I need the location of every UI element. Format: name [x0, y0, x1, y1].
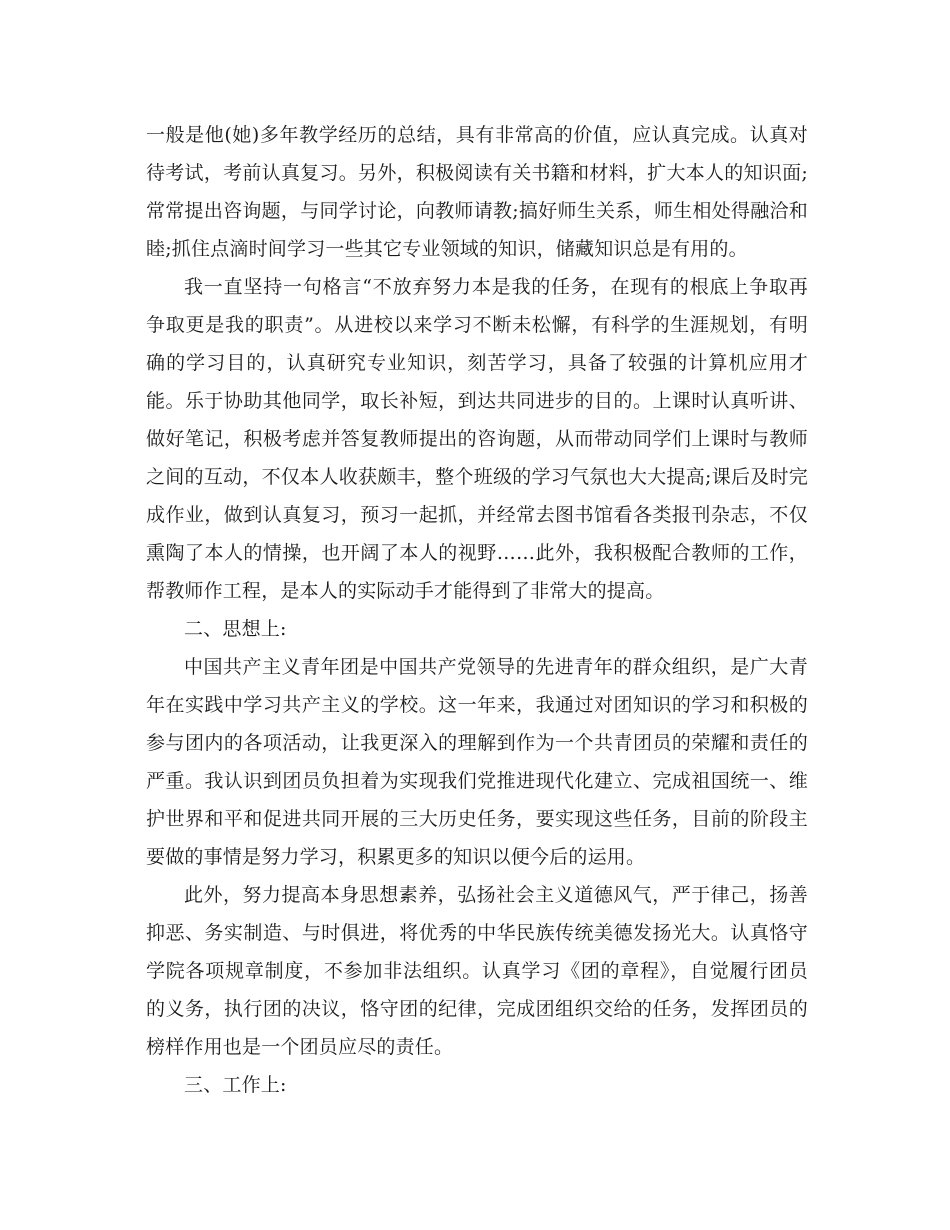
- paragraph-youth-league: 中国共产主义青年团是中国共产党领导的先进青年的群众组织，是广大青年在实践中学习共产主义的学校。这一年来，我通过对团知识的学习和积极的参与团内的各项活动，让我更深入的理解到作为一个共青团员的荣耀和责任的严重。我认识到团员负担着为实现我们党推进现代化建立、完成祖国统一、维护世界和平和促进共同开展的三大历史任务，要实现这些任务，目前的阶段主要做的事情是努力学习，积累更多的知识以便今后的运用。: [146, 656, 808, 868]
- paragraph-study-continued: 一般是他(她)多年教学经历的总结，具有非常高的价值，应认真完成。认真对待考试，考前认真复习。另外，积极阅读有关书籍和材料，扩大本人的知识面;常常提出咨询题，与同学讨论，向教师请教;搞好师生关系，师生相处得融洽和睦;抓住点滴时间学习一些其它专业领域的知识，储藏知识总是有用的。: [146, 124, 808, 260]
- section-heading-thought: 二、思想上:: [184, 618, 287, 640]
- section-heading-work: 三、工作上:: [184, 1074, 287, 1096]
- paragraph-motto: 我一直坚持一句格言“不放弃努力本是我的任务，在现有的根底上争取再争取更是我的职责”。从进校以来学习不断未松懈，有科学的生涯规划，有明确的学习目的，认真研究专业知识，刻苦学习，具备了较强的计算机应用才能。乐于协助其他同学，取长补短，到达共同进步的目的。上课时认真听讲、做好笔记，积极考虑并答复教师提出的咨询题，从而带动同学们上课时与教师之间的互动，不仅本人收获颇丰，整个班级的学习气氛也大大提高;课后及时完成作业，做到认真复习，预习一起抓，并经常去图书馆看各类报刊杂志，不仅熏陶了本人的情操，也开阔了本人的视野……此外，我积极配合教师的工作，帮教师作工程，是本人的实际动手才能得到了非常大的提高。: [146, 276, 808, 602]
- document-body: [146, 116, 808, 1104]
- paragraph-moral-quality: 此外，努力提高本身思想素养，弘扬社会主义道德风气，严于律己，扬善抑恶、务实制造、与时俱进，将优秀的中华民族传统美德发扬光大。认真恪守学院各项规章制度，不参加非法组织。认真学习《团的章程》，自觉履行团员的义务，执行团的决议，恪守团的纪律，完成团组织交给的任务，发挥团员的榜样作用也是一个团员应尽的责任。: [146, 884, 808, 1058]
